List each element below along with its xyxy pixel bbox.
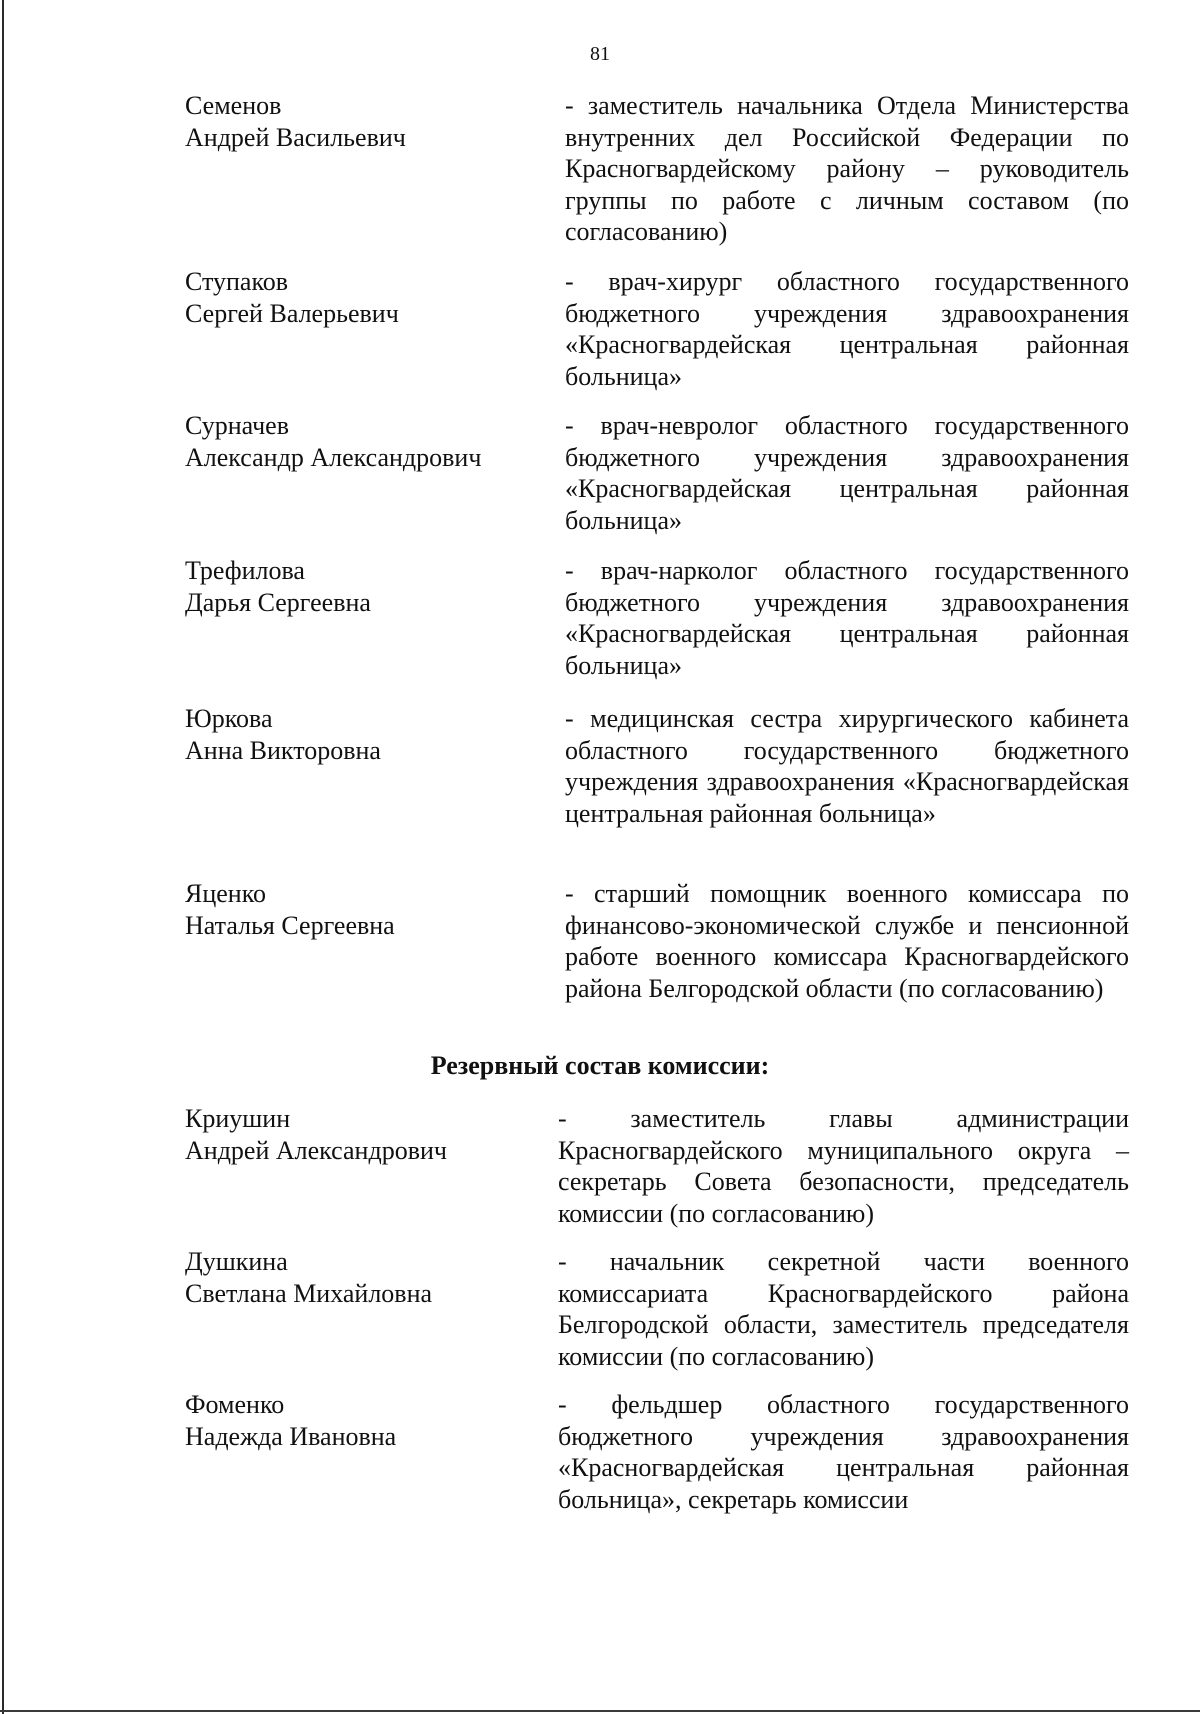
member-surname: Семенов [185, 91, 282, 120]
member-position: - медицинская сестра хирургического кабинета областного государственного бюджетного учреждения здравоохранения «Красногвардейская центральная районная больница» [565, 704, 1129, 828]
member-given-names: Анна Викторовна [185, 735, 381, 765]
member-given-names: Андрей Васильевич [185, 122, 406, 152]
member-name [185, 703, 545, 766]
member-name [185, 555, 545, 618]
member-position: - врач-нарколог областного государственного бюджетного учреждения здравоохранения «Красногвардейская центральная районная больница» [565, 556, 1129, 680]
reserve-section-heading: Резервный состав комиссии: [430, 1051, 770, 1080]
member-surname: Душкина [185, 1247, 288, 1276]
scan-edge-left [2, 0, 4, 1714]
member-position: - заместитель главы администрации Красногвардейского муниципального округа – секретарь Совета безопасности, председатель комиссии (по согласованию) [558, 1104, 1129, 1228]
member-name [185, 90, 545, 153]
member-surname: Сурначев [185, 411, 289, 440]
member-given-names: Надежда Ивановна [185, 1421, 397, 1451]
member-given-names: Дарья Сергеевна [185, 587, 371, 617]
member-surname: Трефилова [185, 556, 305, 585]
member-surname: Ступаков [185, 267, 289, 296]
member-position: - старший помощник военного комиссара по финансово-экономической службе и пенсионной работе военного комиссара Красногвардейского района Белгородской области (по согласованию) [565, 879, 1129, 1003]
member-position: - заместитель начальника Отдела Министерства внутренних дел Российской Федерации по Красногвардейскому району – руководитель группы по работе с личным составом (по согласованию) [565, 91, 1129, 246]
member-name [185, 266, 545, 329]
member-given-names: Светлана Михайловна [185, 1278, 433, 1308]
member-position: - начальник секретной части военного комиссариата Красногвардейского района Белгородской области, заместитель председателя комиссии (по согласованию) [558, 1247, 1129, 1371]
member-given-names: Александр Александрович [185, 442, 482, 472]
member-surname: Яценко [185, 879, 267, 908]
member-given-names: Сергей Валерьевич [185, 298, 399, 328]
member-name [185, 1246, 545, 1309]
member-name [185, 410, 545, 473]
page-number: 81 [590, 43, 610, 65]
member-position: - врач-хирург областного государственного бюджетного учреждения здравоохранения «Красногвардейская центральная районная больница» [565, 267, 1129, 391]
member-name [185, 1103, 545, 1166]
member-name [185, 1389, 545, 1452]
member-surname: Фоменко [185, 1390, 285, 1419]
member-surname: Юркова [185, 704, 273, 733]
member-name [185, 878, 545, 941]
member-surname: Криушин [185, 1104, 291, 1133]
member-given-names: Наталья Сергеевна [185, 910, 395, 940]
member-given-names: Андрей Александрович [185, 1135, 447, 1165]
scan-edge-bottom [0, 1710, 1200, 1712]
member-position: - фельдшер областного государственного бюджетного учреждения здравоохранения «Красногвардейская центральная районная больница», секретарь комиссии [558, 1390, 1129, 1514]
member-position: - врач-невролог областного государственного бюджетного учреждения здравоохранения «Красногвардейская центральная районная больница» [565, 411, 1129, 535]
